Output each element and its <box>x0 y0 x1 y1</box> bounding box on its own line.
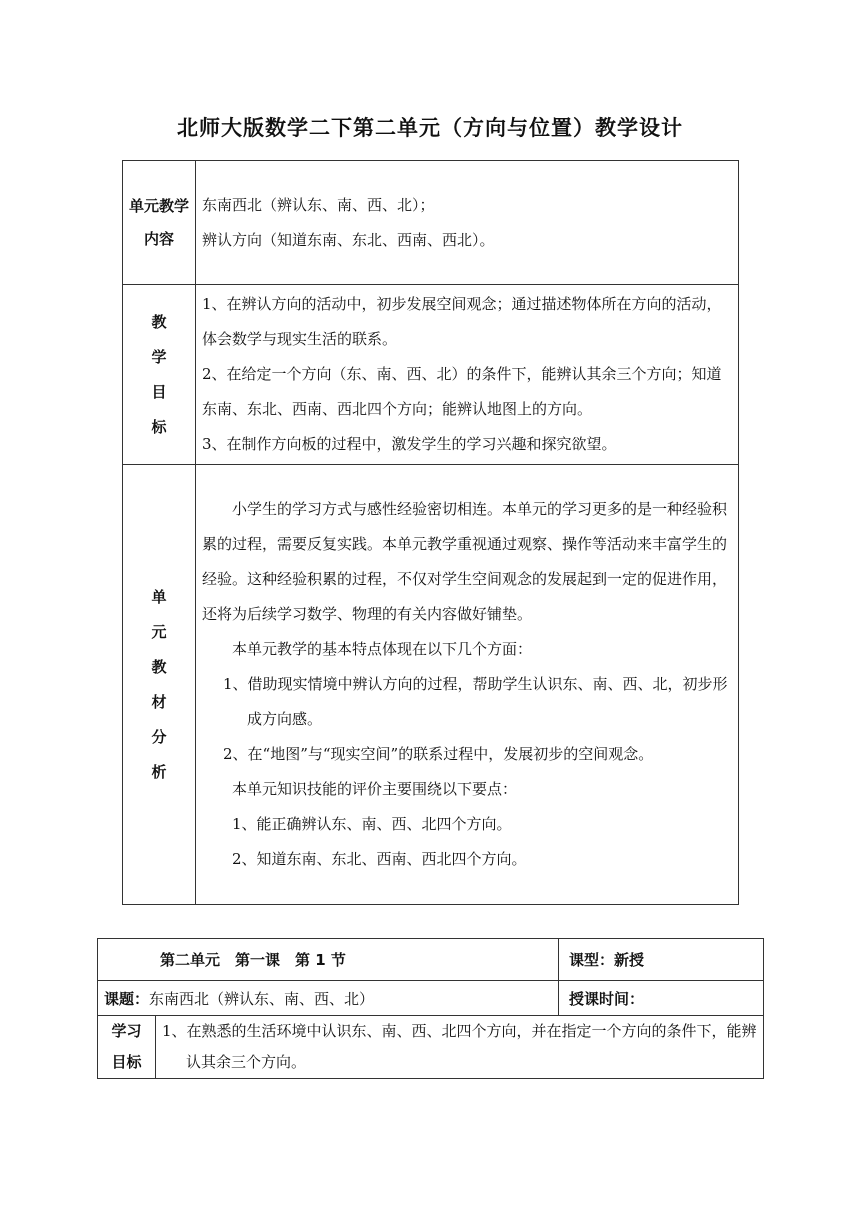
lesson-goal-row <box>98 1016 764 1079</box>
lesson-plan-table <box>97 938 764 1079</box>
lesson-goal-label-2: 目标 <box>111 1053 142 1071</box>
lesson-header: 第二单元 第一课 第 1 节 <box>160 951 346 969</box>
lesson-topic-row <box>98 981 764 1016</box>
teaching-goals-row <box>123 285 739 465</box>
material-analysis-row <box>123 465 739 905</box>
lesson-time-cell <box>559 981 764 1016</box>
lesson-header-cell <box>98 939 559 981</box>
teaching-goals-label: 教学目标 <box>151 312 167 436</box>
analysis-feature-item: 2、在“地图”与“现实空间”的联系过程中，发展初步的空间观念。 <box>223 745 654 763</box>
teaching-goal-item: 2、在给定一个方向（东、南、西、北）的条件下，能辨认其余三个方向；知道东南、东北、西南、西北四个方向；能辨认地图上的方向。 <box>202 365 722 418</box>
teaching-goal-item: 1、在辨认方向的活动中，初步发展空间观念；通过描述物体所在方向的活动，体会数学与现实生活的联系。 <box>202 295 722 348</box>
unit-content-row <box>123 161 739 285</box>
unit-overview-table <box>122 160 739 905</box>
unit-content-label: 单元教学内容 <box>128 196 189 248</box>
material-analysis-cell <box>196 465 739 905</box>
teaching-goal-item: 3、在制作方向板的过程中，激发学生的学习兴趣和探究欲望。 <box>202 435 617 453</box>
lesson-goal-label-cell <box>98 1016 156 1079</box>
analysis-eval-item: 1、能正确辨认东、南、西、北四个方向。 <box>232 815 512 833</box>
analysis-feature-item: 1、借助现实情境中辨认方向的过程，帮助学生认识东、南、西、北，初步形成方向感。 <box>223 675 728 728</box>
lesson-time-label: 授课时间： <box>569 989 645 1008</box>
document-title: 北师大版数学二下第二单元（方向与位置）教学设计 <box>177 116 683 140</box>
analysis-eval-item: 2、知道东南、东北、西南、西北四个方向。 <box>232 850 527 868</box>
unit-content-line: 东南西北（辨认东、南、西、北）； <box>202 195 435 214</box>
lesson-goal-label-1: 学习 <box>111 1022 142 1040</box>
lesson-goal-cell <box>156 1016 764 1079</box>
unit-content-line: 辨认方向（知道东南、东北、西南、西北）。 <box>202 230 495 249</box>
lesson-topic-label: 课题： <box>104 989 150 1008</box>
lesson-header-row <box>98 939 764 981</box>
teaching-goals-label-cell <box>123 285 196 465</box>
unit-content-cell <box>196 161 739 285</box>
analysis-intro: 小学生的学习方式与感性经验密切相连。本单元的学习更多的是一种经验积累的过程，需要反复实践。本单元教学重视通过观察、操作等活动来丰富学生的经验。这种经验积累的过程，不仅对学生空间观念的发展起到一定的促进作用，还将为后续学习数学、物理的有关内容做好铺垫。 <box>202 500 728 623</box>
teaching-goals-cell <box>196 285 739 465</box>
analysis-features-lead: 本单元教学的基本特点体现在以下几个方面： <box>232 640 533 658</box>
lesson-goal-item: 1、在熟悉的生活环境中认识东、南、西、北四个方向，并在指定一个方向的条件下，能辨认其余三个方向。 <box>162 1022 757 1071</box>
material-analysis-label-cell <box>123 465 196 905</box>
lesson-type: 课型：新授 <box>569 951 645 969</box>
lesson-topic-cell <box>98 981 559 1016</box>
lesson-topic-value: 东南西北（辨认东、南、西、北） <box>149 989 375 1008</box>
material-analysis-label: 单元教材分析 <box>151 587 167 781</box>
lesson-type-cell <box>559 939 764 981</box>
unit-content-label-cell <box>123 161 196 285</box>
analysis-eval-lead: 本单元知识技能的评价主要围绕以下要点： <box>232 780 518 798</box>
